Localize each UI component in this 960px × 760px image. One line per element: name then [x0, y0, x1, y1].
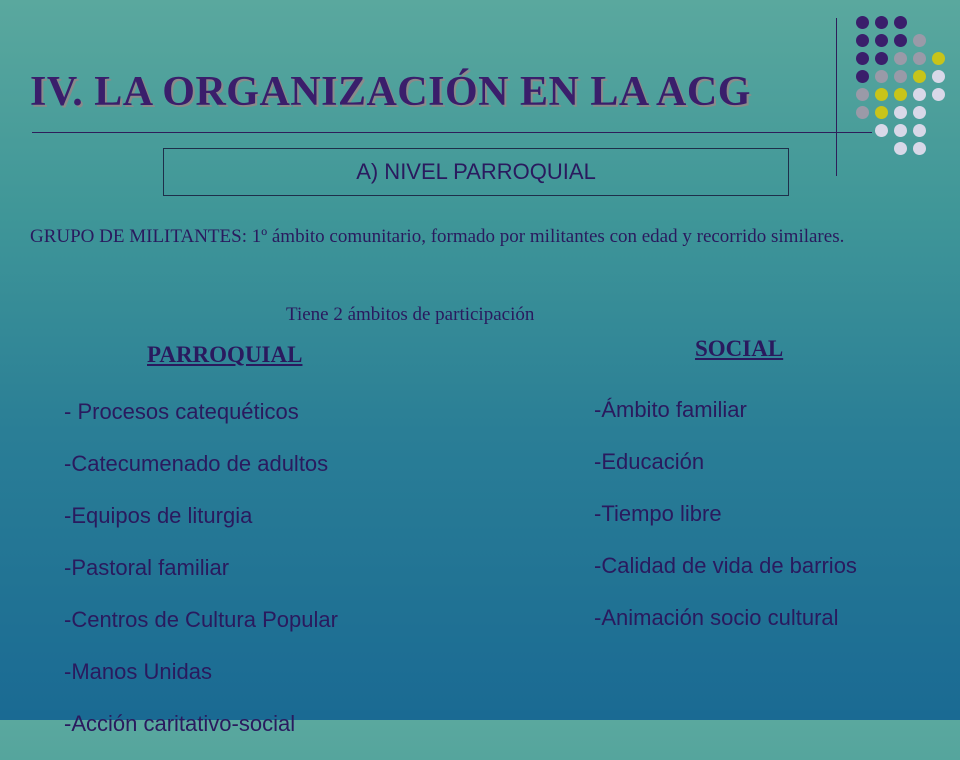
decorative-dot [894, 124, 907, 137]
decorative-dot [856, 106, 869, 119]
list-item: -Tiempo libre [594, 501, 722, 526]
decorative-dot [856, 16, 869, 29]
decorative-dot [856, 70, 869, 83]
social-list [594, 392, 894, 652]
decorative-dot [875, 34, 888, 47]
parroquial-list [64, 396, 484, 760]
social-heading: SOCIAL [695, 336, 784, 361]
decorative-dot [913, 70, 926, 83]
decorative-dot [913, 34, 926, 47]
decorative-dot [875, 16, 888, 29]
list-item: - Procesos catequéticos [64, 399, 299, 424]
decorative-dot [875, 52, 888, 65]
parroquial-heading: PARROQUIAL [147, 342, 303, 367]
list-item: -Equipos de liturgia [64, 503, 253, 528]
decorative-dot [894, 88, 907, 101]
list-item: -Pastoral familiar [64, 555, 230, 580]
decorative-dot [875, 106, 888, 119]
title-underline-rule [32, 132, 872, 133]
intro-paragraph: GRUPO DE MILITANTES: 1º ámbito comunitario, formado por militantes con edad y recorrido similares. [30, 226, 845, 247]
list-item: -Manos Unidas [64, 659, 212, 684]
decorative-dot [913, 124, 926, 137]
decorative-dot [932, 70, 945, 83]
decorative-dot-grid [852, 14, 952, 164]
decorative-dot [894, 70, 907, 83]
list-item: -Acción caritativo-social [64, 711, 296, 736]
decorative-dot [856, 52, 869, 65]
list-item: -Catecumenado de adultos [64, 451, 329, 476]
decorative-dot [894, 52, 907, 65]
list-item: -Animación socio cultural [594, 605, 839, 630]
level-box-label: A) NIVEL PARROQUIAL [356, 159, 596, 184]
decorative-dot [856, 34, 869, 47]
decorative-dot [913, 142, 926, 155]
decorative-dot [875, 88, 888, 101]
decorative-dot [913, 52, 926, 65]
decorative-dot [856, 88, 869, 101]
decorative-dot [894, 106, 907, 119]
decorative-dot [913, 88, 926, 101]
participation-subtitle: Tiene 2 ámbitos de participación [286, 304, 535, 325]
decorative-dot [932, 88, 945, 101]
list-item: -Educación [594, 449, 705, 474]
decorative-dot [875, 124, 888, 137]
decorative-dot [913, 106, 926, 119]
list-item: -Centros de Cultura Popular [64, 607, 338, 632]
decorative-dot [894, 34, 907, 47]
decorative-dot [894, 142, 907, 155]
decorative-dot [875, 70, 888, 83]
list-item: -Ámbito familiar [594, 397, 747, 422]
level-box [163, 148, 789, 196]
vertical-rule [836, 18, 837, 176]
list-item: -Calidad de vida de barrios [594, 553, 857, 578]
decorative-dot [932, 52, 945, 65]
decorative-dot [894, 16, 907, 29]
slide-title: IV. LA ORGANIZACIÓN EN LA ACG [30, 69, 751, 115]
